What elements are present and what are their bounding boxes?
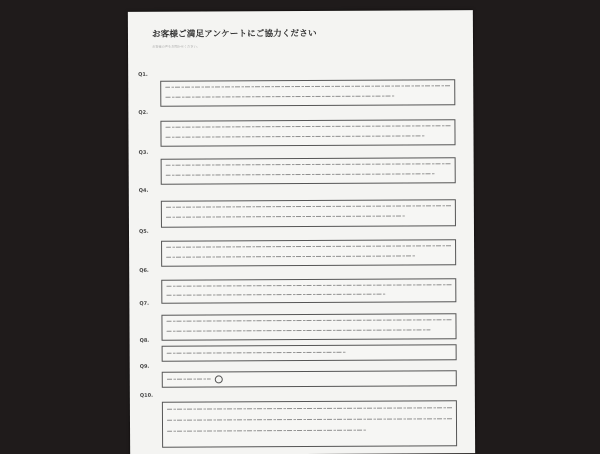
question-block bbox=[138, 186, 464, 194]
survey-title: お客様ご満足アンケートにご協力ください bbox=[151, 28, 317, 40]
question-block bbox=[139, 362, 465, 370]
answer-box bbox=[161, 278, 456, 304]
answer-box bbox=[162, 344, 457, 362]
answer-box bbox=[160, 119, 455, 147]
question-number: Q6. bbox=[139, 267, 149, 274]
answer-box bbox=[161, 313, 456, 341]
question-block bbox=[138, 108, 463, 116]
question-number: Q10. bbox=[139, 392, 153, 399]
answer-box bbox=[161, 199, 456, 228]
survey-sheet bbox=[128, 10, 475, 454]
question-number: Q9. bbox=[139, 363, 150, 370]
answer-box bbox=[162, 370, 457, 388]
answer-box bbox=[161, 157, 456, 185]
survey-intro: お客様の声をお聞かせください。 bbox=[152, 44, 200, 49]
question-number: Q4. bbox=[138, 187, 149, 194]
question-number: Q2. bbox=[138, 109, 149, 116]
answer-box bbox=[162, 400, 457, 448]
question-number: Q1. bbox=[138, 71, 148, 78]
question-number: Q3. bbox=[138, 149, 149, 156]
question-block bbox=[138, 70, 463, 78]
question-number: Q5. bbox=[138, 228, 149, 235]
answer-box bbox=[160, 79, 455, 107]
answer-box bbox=[161, 239, 456, 267]
question-block bbox=[138, 148, 464, 156]
smiley-icon bbox=[215, 375, 223, 383]
question-number: Q8. bbox=[139, 337, 150, 344]
question-block bbox=[139, 391, 465, 399]
question-number: Q7. bbox=[139, 300, 150, 307]
